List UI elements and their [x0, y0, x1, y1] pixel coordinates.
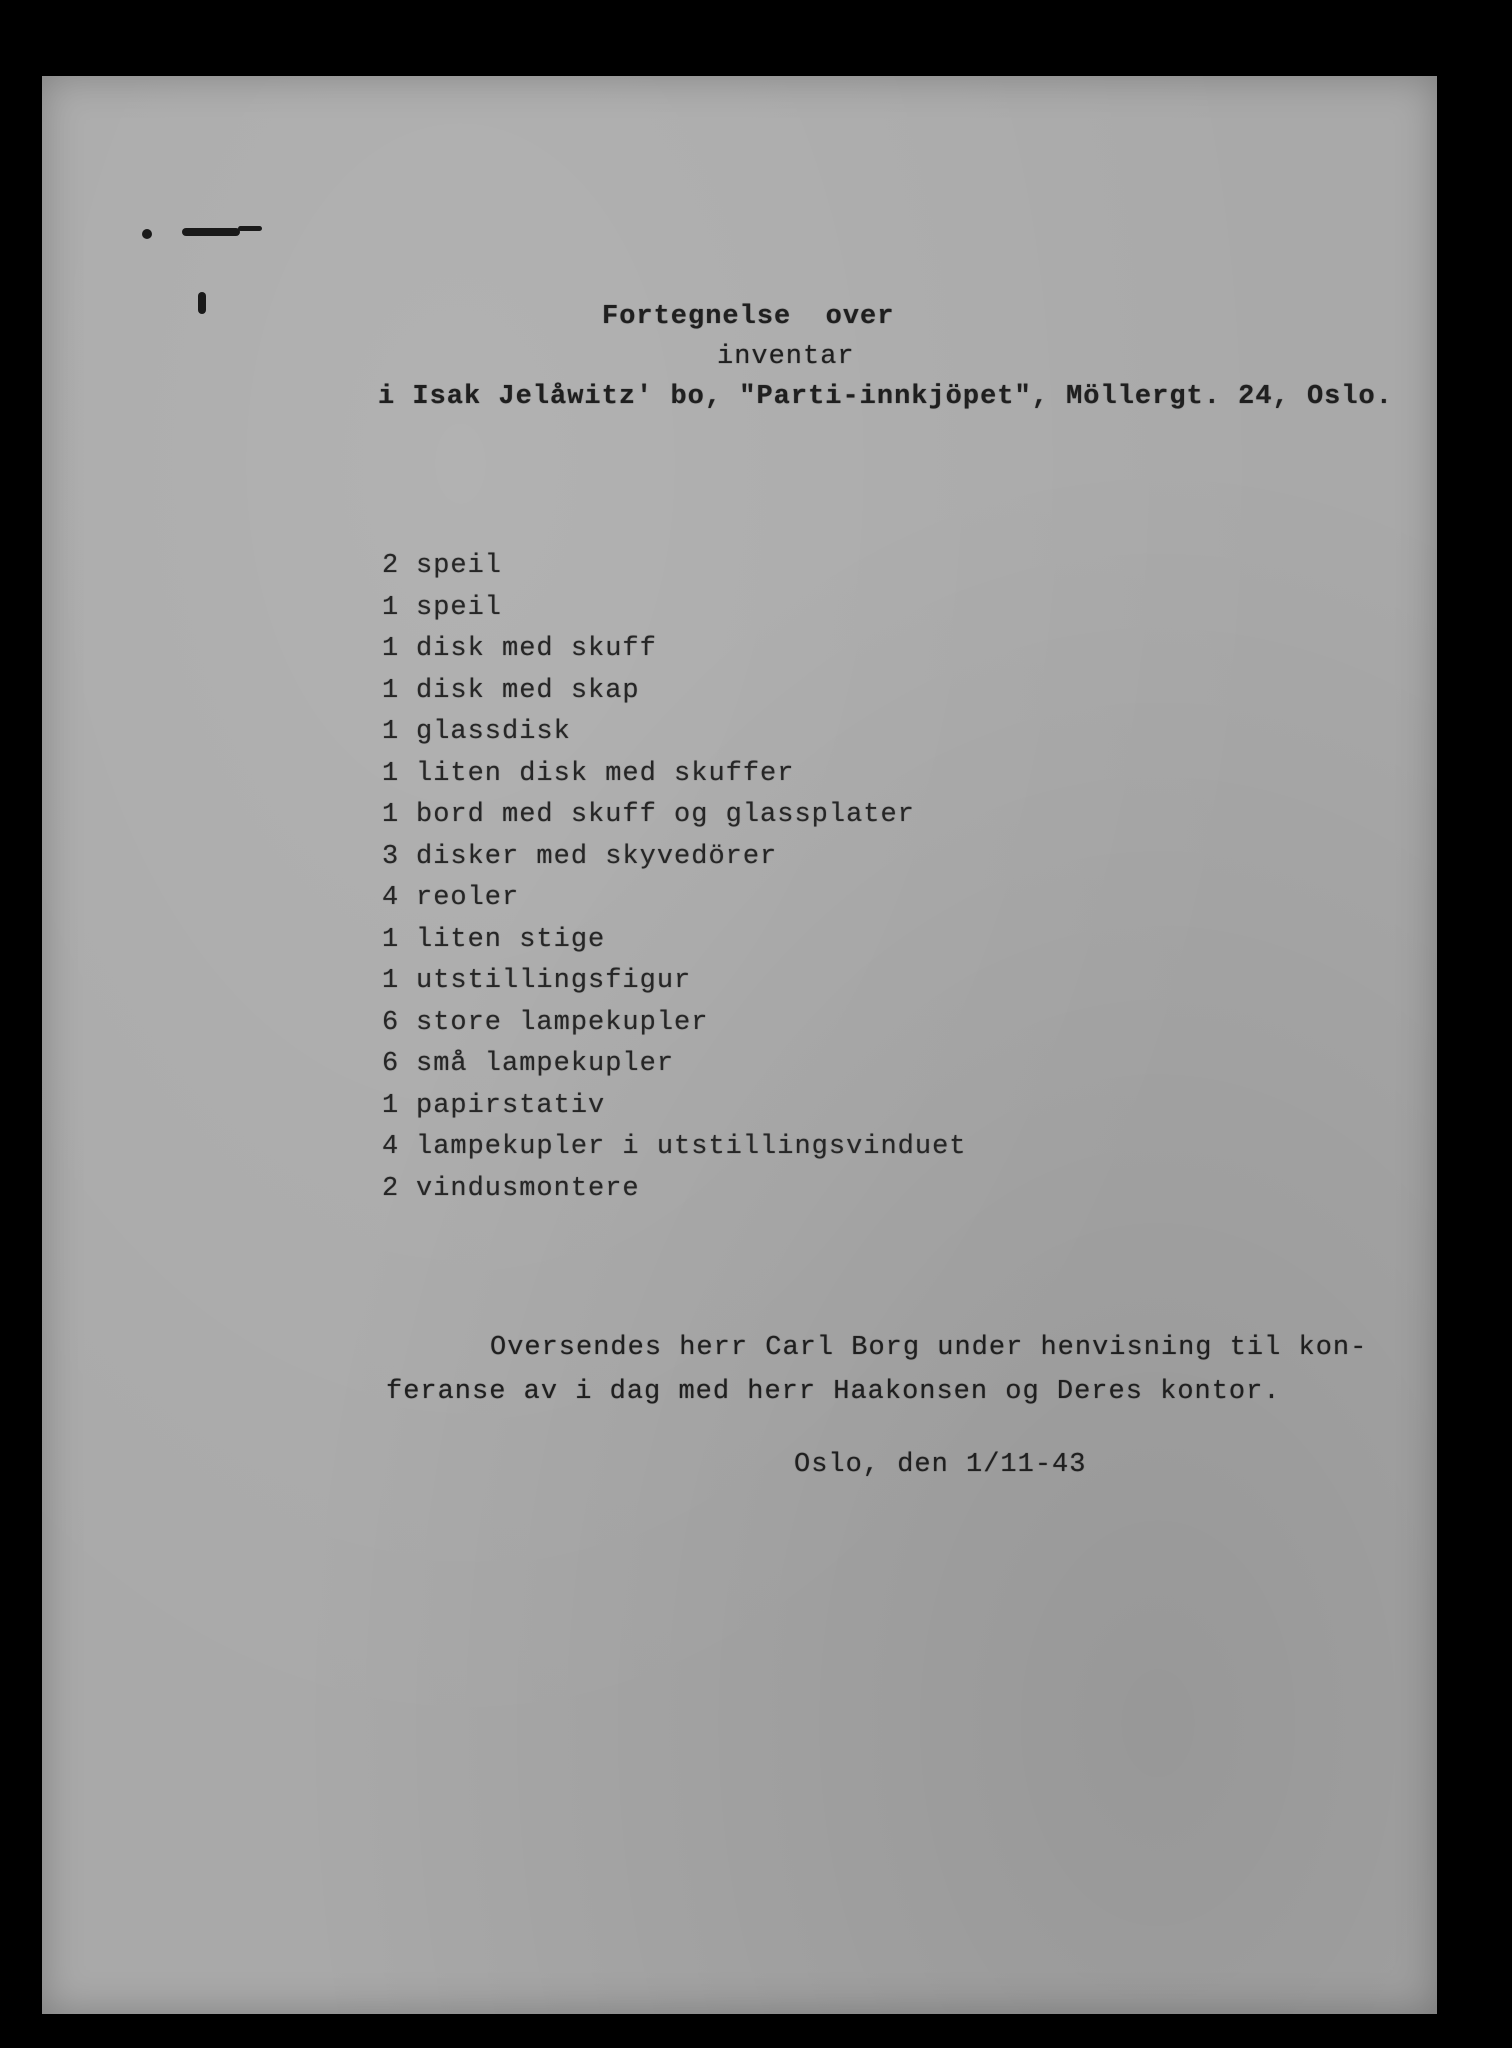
list-item: [382, 1044, 966, 1086]
paragraph-line: feranse av i dag med herr Haakonsen og Deres kontor.: [386, 1377, 1281, 1407]
date-line: Oslo, den 1/11-43: [794, 1450, 1087, 1480]
list-item: [382, 754, 966, 796]
item-description: speil: [416, 551, 503, 581]
item-quantity: 1: [382, 966, 400, 996]
document-subtitle: inventar: [717, 342, 855, 372]
item-description: små lampekupler: [416, 1049, 675, 1079]
list-item: [382, 795, 966, 837]
document-owner-line: i Isak Jelåwitz' bo, "Parti-innkjöpet", Möllergt. 24, Oslo.: [378, 382, 1393, 412]
item-description: reoler: [416, 883, 520, 913]
ink-mark: [198, 292, 206, 314]
document-page: [42, 76, 1437, 2014]
list-item: [382, 837, 966, 879]
item-description: papirstativ: [416, 1090, 606, 1121]
ink-mark: [238, 226, 262, 231]
item-description: liten stige: [416, 924, 606, 955]
item-quantity: 1: [382, 675, 400, 706]
item-quantity: 1: [382, 924, 400, 955]
list-item: [382, 1003, 966, 1045]
list-item: [382, 1086, 966, 1128]
item-description: bord med skuff og glassplater: [416, 800, 915, 830]
list-item: [382, 1169, 966, 1211]
cover-paragraph: [386, 1326, 1386, 1414]
item-quantity: 1: [382, 717, 400, 747]
item-quantity: 1: [382, 592, 400, 623]
item-description: vindusmontere: [416, 1173, 640, 1204]
item-description: speil: [416, 592, 503, 623]
item-quantity: 6: [382, 1049, 400, 1079]
item-description: disk med skuff: [416, 634, 657, 664]
list-item: [382, 671, 966, 713]
list-item: [382, 878, 966, 920]
ink-mark: [142, 229, 152, 239]
item-description: disk med skap: [416, 675, 640, 706]
list-item: [382, 920, 966, 962]
paragraph-line: Oversendes herr Carl Borg under henvisning til kon-: [490, 1333, 1368, 1363]
item-quantity: 3: [382, 841, 400, 872]
document-title: Fortegnelse over: [602, 302, 895, 332]
list-item: [382, 961, 966, 1003]
item-quantity: 4: [382, 1132, 400, 1162]
item-quantity: 2: [382, 551, 400, 581]
item-description: disker med skyvedörer: [416, 841, 778, 872]
item-quantity: 1: [382, 634, 400, 664]
inventory-list: [382, 546, 966, 1210]
item-quantity: 1: [382, 1090, 400, 1121]
item-description: store lampekupler: [416, 1007, 709, 1038]
item-quantity: 1: [382, 800, 400, 830]
item-quantity: 4: [382, 883, 400, 913]
list-item: [382, 588, 966, 630]
list-item: [382, 546, 966, 588]
item-description: utstillingsfigur: [416, 966, 692, 996]
item-description: liten disk med skuffer: [416, 758, 795, 789]
list-item: [382, 712, 966, 754]
item-quantity: 6: [382, 1007, 400, 1038]
item-description: glassdisk: [416, 717, 571, 747]
item-quantity: 1: [382, 758, 400, 789]
list-item: [382, 629, 966, 671]
item-quantity: 2: [382, 1173, 400, 1204]
list-item: [382, 1127, 966, 1169]
ink-mark: [182, 228, 240, 236]
item-description: lampekupler i utstillingsvinduet: [416, 1132, 967, 1162]
